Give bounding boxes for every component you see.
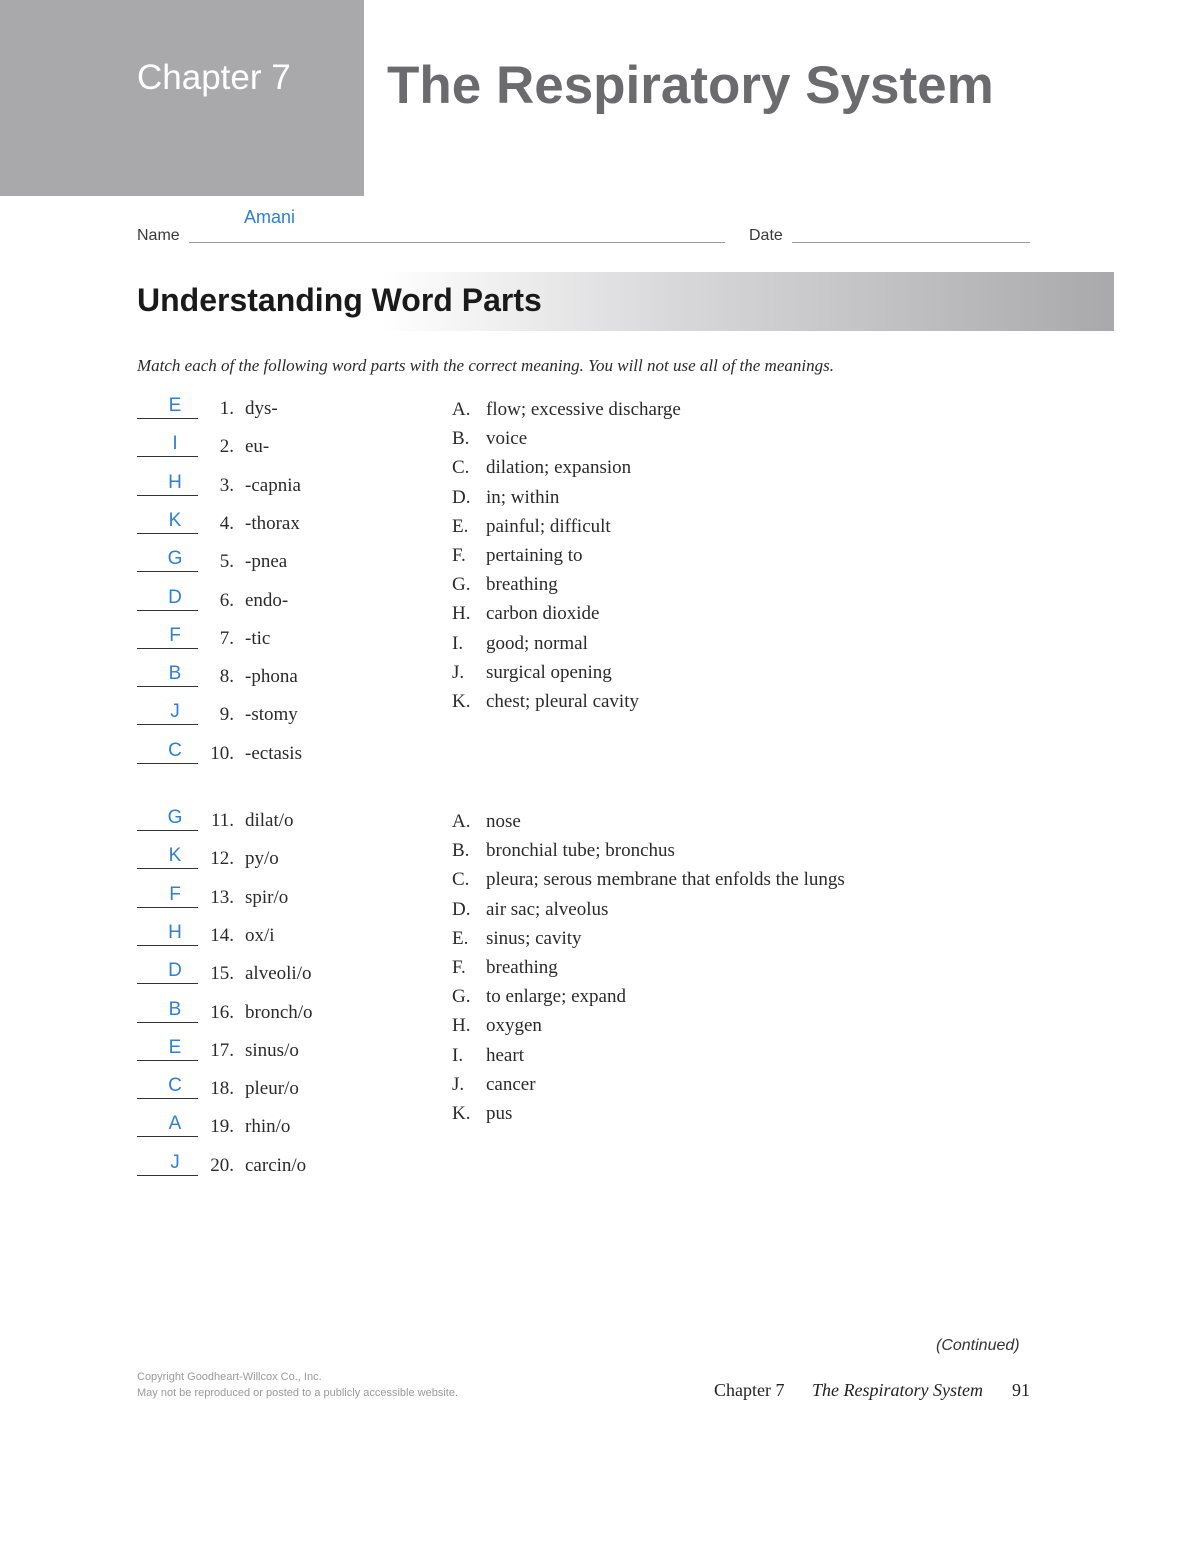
answer-blank[interactable] (137, 418, 198, 419)
option-letter: G. (452, 986, 471, 1008)
option-letter: E. (452, 927, 469, 949)
footer-chapter: Chapter 7 (714, 1380, 785, 1400)
option-letter: H. (452, 603, 471, 625)
answer-blank[interactable] (137, 1136, 198, 1137)
question-row (137, 883, 437, 917)
answer-blank[interactable] (137, 945, 198, 946)
meaning-option (452, 1045, 1012, 1071)
meaning-option (452, 1074, 1012, 1100)
meaning-option (452, 545, 1012, 571)
option-text: pus (486, 1103, 513, 1124)
meaning-option (452, 574, 1012, 600)
word-part: pleur/o (245, 1078, 299, 1100)
word-part: py/o (245, 848, 279, 870)
answer-blank[interactable] (137, 763, 198, 764)
answer-blank[interactable] (137, 686, 198, 687)
question-number: 5. (219, 551, 234, 573)
question-number: 18. (210, 1078, 234, 1100)
option-letter: D. (452, 898, 471, 920)
question-row (137, 663, 437, 696)
question-number: 14. (210, 924, 234, 946)
answer-value[interactable]: G (167, 807, 183, 828)
option-letter: I. (452, 632, 464, 654)
word-part: -pnea (245, 551, 288, 573)
question-row (137, 586, 437, 620)
question-number: 17. (210, 1039, 234, 1061)
option-letter: A. (452, 399, 471, 420)
option-letter: D. (452, 486, 471, 508)
question-row (137, 1113, 437, 1146)
question-row (137, 960, 437, 993)
question-number: 7. (219, 627, 234, 649)
option-letter: J. (452, 1073, 465, 1095)
word-part: eu- (245, 436, 270, 458)
answer-blank[interactable] (137, 830, 198, 831)
question-number: 19. (210, 1116, 234, 1138)
option-text: sinus; cavity (486, 927, 582, 949)
word-part: dilat/o (245, 810, 294, 831)
option-letter: A. (452, 811, 471, 832)
answer-blank[interactable] (137, 533, 198, 534)
answer-value[interactable]: B (168, 663, 182, 685)
question-row (137, 845, 437, 878)
answer-value[interactable]: F (169, 624, 181, 646)
question-number: 8. (219, 666, 234, 688)
option-letter: F. (452, 957, 466, 978)
word-part: alveoli/o (245, 963, 312, 985)
option-letter: K. (452, 691, 471, 712)
question-row (137, 471, 437, 505)
answer-value[interactable]: B (168, 998, 182, 1020)
answer-blank[interactable] (137, 571, 198, 572)
option-letter: H. (452, 1015, 471, 1037)
option-text: cancer (486, 1073, 536, 1095)
question-row (137, 998, 437, 1032)
question-row (137, 509, 437, 543)
answer-value[interactable]: J (170, 701, 180, 723)
chapter-banner (0, 0, 364, 196)
option-text: bronchial tube; bronchus (486, 840, 675, 862)
question-row (137, 1036, 437, 1070)
answer-blank[interactable] (137, 1098, 198, 1099)
meaning-option (452, 457, 1012, 483)
answer-blank[interactable] (137, 1022, 198, 1023)
option-text: good; normal (486, 632, 588, 654)
option-text: painful; difficult (486, 515, 611, 537)
page-number: 91 (1012, 1380, 1030, 1400)
option-text: nose (486, 811, 521, 832)
section-title: Understanding Word Parts (137, 282, 542, 318)
meaning-option (452, 899, 1012, 925)
answer-blank[interactable] (137, 456, 198, 457)
answer-value[interactable]: H (168, 471, 182, 493)
meaning-option (452, 399, 1012, 425)
question-number: 6. (219, 589, 234, 611)
name-field[interactable]: Amani (244, 207, 296, 227)
question-row (137, 624, 437, 658)
question-number: 16. (210, 1001, 234, 1023)
option-text: heart (486, 1044, 524, 1066)
answer-blank[interactable] (137, 907, 198, 908)
word-part: -thorax (245, 512, 300, 534)
copyright-line-1: Copyright Goodheart-Willcox Co., Inc. (137, 1371, 322, 1383)
question-number: 20. (210, 1154, 234, 1176)
option-letter: B. (452, 840, 470, 862)
meaning-option (452, 662, 1012, 688)
question-row (137, 807, 437, 840)
answer-value[interactable]: F (169, 883, 181, 905)
copyright-line-2: May not be reproduced or posted to a publicly accessible website. (137, 1387, 459, 1399)
name-label: Name (137, 227, 180, 244)
question-row (137, 921, 437, 955)
meaning-option (452, 428, 1012, 454)
word-part: bronch/o (245, 1001, 313, 1023)
answer-value[interactable]: G (167, 548, 183, 570)
option-letter: F. (452, 545, 466, 566)
word-part: -phona (245, 666, 298, 688)
question-number: 2. (219, 436, 234, 458)
question-row (137, 395, 437, 428)
meaning-option (452, 633, 1012, 659)
question-number: 3. (219, 474, 234, 496)
name-field-line (189, 242, 725, 243)
question-number: 15. (210, 963, 234, 985)
answer-value[interactable]: C (168, 739, 182, 761)
word-part: rhin/o (245, 1116, 291, 1138)
answer-blank[interactable] (137, 1175, 198, 1176)
option-letter: E. (452, 515, 469, 537)
copyright-notice (137, 1369, 458, 1401)
answer-value[interactable]: A (168, 1113, 182, 1135)
meaning-option (452, 691, 1012, 717)
option-letter: I. (452, 1044, 464, 1066)
meaning-option (452, 986, 1012, 1012)
question-number: 10. (210, 742, 234, 764)
word-part: endo- (245, 589, 289, 611)
question-number: 9. (219, 704, 234, 726)
answer-value[interactable]: E (168, 1036, 182, 1058)
question-number: 11. (210, 810, 234, 831)
answer-value[interactable]: I (172, 433, 178, 455)
answer-value[interactable]: C (168, 1075, 182, 1097)
answer-blank[interactable] (137, 724, 198, 725)
question-row (137, 1151, 437, 1185)
word-part: sinus/o (245, 1039, 299, 1061)
question-number: 1. (219, 398, 234, 419)
answer-value[interactable]: D (168, 586, 182, 608)
question-number: 13. (210, 886, 234, 908)
option-letter: C. (452, 457, 470, 479)
option-letter: J. (452, 661, 465, 683)
answer-value[interactable]: D (168, 960, 182, 982)
meaning-option (452, 811, 1012, 837)
option-text: to enlarge; expand (486, 986, 626, 1008)
meaning-option (452, 840, 1012, 866)
meaning-option (452, 487, 1012, 513)
meaning-option (452, 1103, 1012, 1129)
answer-blank[interactable] (137, 648, 198, 649)
answer-value[interactable]: J (170, 1151, 180, 1173)
option-text: pertaining to (486, 545, 583, 566)
option-text: dilation; expansion (486, 457, 632, 479)
question-row (137, 1075, 437, 1108)
answer-blank[interactable] (137, 610, 198, 611)
meaning-option (452, 928, 1012, 954)
question-row (137, 739, 437, 773)
option-text: carbon dioxide (486, 603, 600, 625)
footer-chapter-title: The Respiratory System (812, 1380, 983, 1400)
option-letter: G. (452, 574, 471, 596)
meaning-option (452, 516, 1012, 542)
question-number: 12. (210, 848, 234, 870)
question-row (137, 701, 437, 734)
meaning-option (452, 1015, 1012, 1041)
date-field[interactable] (792, 242, 1030, 243)
date-label: Date (749, 227, 783, 244)
option-text: air sac; alveolus (486, 898, 609, 920)
option-letter: B. (452, 428, 470, 450)
word-part: -capnia (245, 474, 301, 496)
question-row (137, 433, 437, 466)
word-part: -stomy (245, 704, 298, 726)
chapter-label: Chapter 7 (137, 58, 291, 97)
word-part: ox/i (245, 924, 275, 946)
option-text: flow; excessive discharge (486, 399, 681, 420)
answer-blank[interactable] (137, 495, 198, 496)
option-text: in; within (486, 486, 560, 508)
question-row (137, 548, 437, 581)
word-part: -tic (245, 627, 271, 649)
word-part: dys- (245, 398, 278, 419)
answer-value[interactable]: H (168, 921, 182, 943)
option-text: surgical opening (486, 661, 612, 683)
answer-blank[interactable] (137, 868, 198, 869)
word-part: carcin/o (245, 1154, 307, 1176)
option-text: voice (486, 428, 528, 450)
option-letter: K. (452, 1103, 471, 1124)
option-text: breathing (486, 574, 558, 596)
continued-note: (Continued) (936, 1337, 1020, 1354)
answer-value[interactable]: K (168, 509, 182, 531)
answer-blank[interactable] (137, 983, 198, 984)
page-title: The Respiratory System (387, 56, 994, 115)
meaning-option (452, 603, 1012, 629)
question-number: 4. (219, 512, 234, 534)
instructions: Match each of the following word parts with the correct meaning. You will not use all of the meanings. (137, 356, 834, 375)
option-text: oxygen (486, 1015, 542, 1037)
meaning-option (452, 869, 1012, 895)
word-part: -ectasis (245, 742, 302, 764)
answer-value[interactable]: E (168, 395, 182, 416)
option-text: pleura; serous membrane that enfolds the lungs (486, 869, 845, 891)
answer-value[interactable]: K (168, 845, 182, 867)
option-text: chest; pleural cavity (486, 691, 639, 712)
option-text: breathing (486, 957, 558, 978)
word-part: spir/o (245, 886, 289, 908)
answer-blank[interactable] (137, 1060, 198, 1061)
option-letter: C. (452, 869, 470, 891)
meaning-option (452, 957, 1012, 983)
